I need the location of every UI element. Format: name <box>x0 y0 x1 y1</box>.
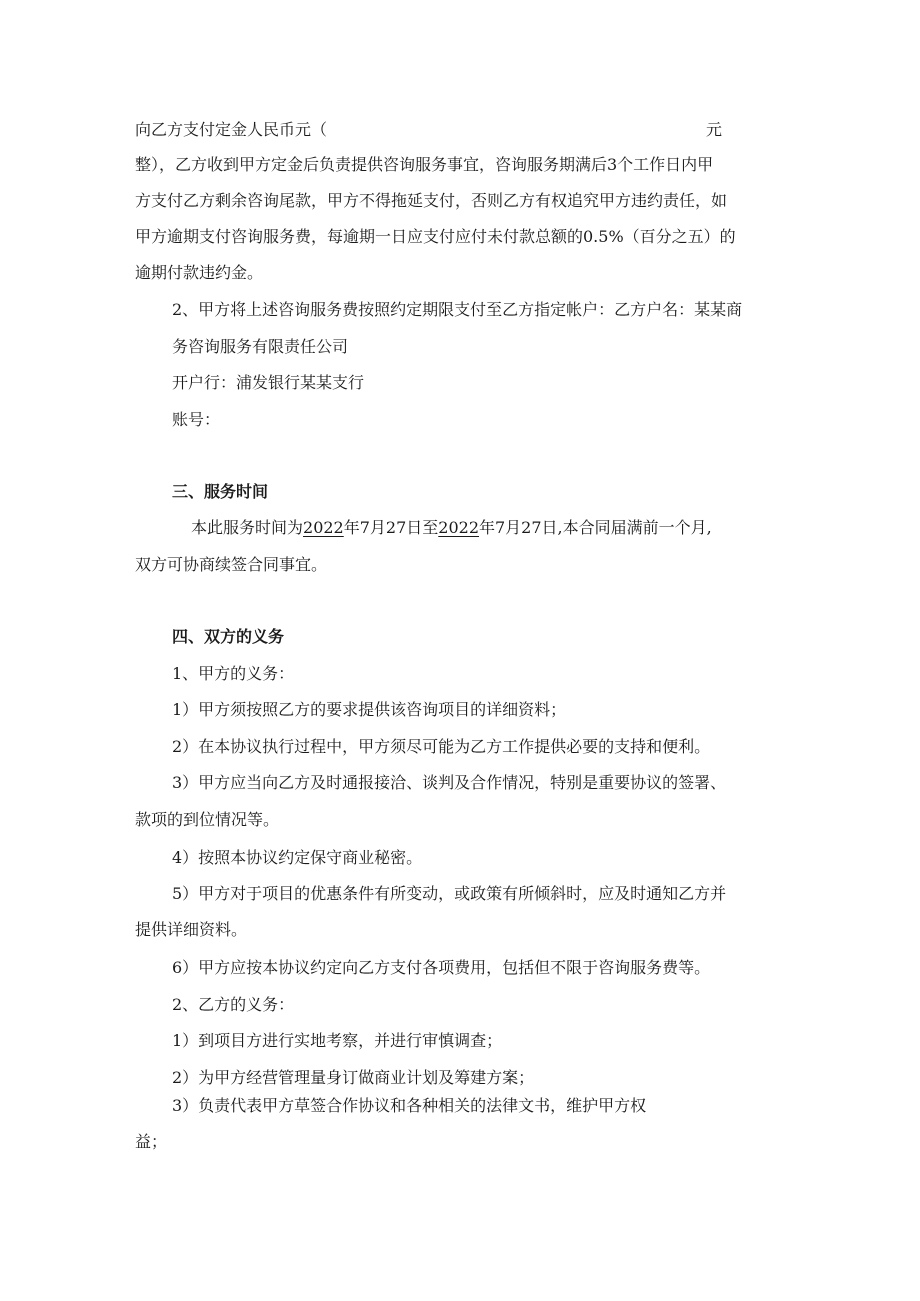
party-b-title: 2、乙方的义务： <box>172 995 295 1014</box>
party-b-item-2: 2）为甲方经营管理量身订做商业计划及筹建方案； <box>172 1068 535 1087</box>
service-time-line-2: 双方可协商续签合同事宜。 <box>135 555 328 574</box>
account-line: 账号： <box>172 410 221 429</box>
payment-unit: 元 <box>706 120 723 139</box>
party-a-item-5-line-2: 提供详细资料。 <box>135 920 248 939</box>
party-b-item-3-line-2: 益； <box>135 1132 168 1151</box>
section-heading-service-time: 三、服务时间 <box>172 482 269 501</box>
section-heading-obligations: 四、双方的义务 <box>172 627 285 646</box>
party-b-item-1: 1）到项目方进行实地考察，并进行审慎调查； <box>172 1031 503 1050</box>
service-time-text-a: 本此服务时间为 <box>191 518 304 537</box>
party-a-title: 1、甲方的义务： <box>172 664 295 683</box>
payment-line-2: 整），乙方收到甲方定金后负责提供咨询服务事宜，咨询服务期满后3个工作日内甲 <box>135 155 714 174</box>
bank-line: 开户行：浦发银行某某支行 <box>172 373 365 392</box>
payment-item-2-line-1: 2、甲方将上述咨询服务费按照约定期限支付至乙方指定帐户：乙方户名：某某商 <box>172 300 743 319</box>
payment-line-4: 甲方逾期支付咨询服务费，每逾期一日应支付应付未付款总额的0.5%（百分之五）的 <box>135 227 736 246</box>
payment-line-1: 向乙方支付定金人民币元（ <box>135 120 328 139</box>
start-year: 2022 <box>303 518 344 537</box>
service-time-text-b: 年7月27日至 <box>343 518 439 537</box>
service-time-text-c: 年7月27日,本合同届满前一个月, <box>479 518 712 537</box>
party-a-item-5-line-1: 5）甲方对于项目的优惠条件有所变动，或政策有所倾斜时，应及时通知乙方并 <box>172 884 727 903</box>
party-a-item-1: 1）甲方须按照乙方的要求提供该咨询项目的详细资料； <box>172 700 567 719</box>
party-a-item-3-line-2: 款项的到位情况等。 <box>135 810 280 829</box>
service-time-line-1 <box>191 518 712 538</box>
party-a-item-3-line-1: 3）甲方应当向乙方及时通报接洽、谈判及合作情况，特别是重要协议的签署、 <box>172 773 727 792</box>
party-a-item-2: 2）在本协议执行过程中，甲方须尽可能为乙方工作提供必要的支持和便利。 <box>172 737 711 756</box>
party-a-item-6: 6）甲方应按本协议约定向乙方支付各项费用，包括但不限于咨询服务费等。 <box>172 958 711 977</box>
payment-line-5: 逾期付款违约金。 <box>135 263 264 282</box>
party-b-item-3-line-1: 3）负责代表甲方草签合作协议和各种相关的法律文书，维护甲方权 <box>172 1096 647 1115</box>
payment-line-3: 方支付乙方剩余咨询尾款，甲方不得拖延支付，否则乙方有权追究甲方违约责任，如 <box>135 191 728 210</box>
end-year: 2022 <box>438 518 479 537</box>
payment-item-2-line-2: 务咨询服务有限责任公司 <box>172 337 349 356</box>
party-a-item-4: 4）按照本协议约定保守商业秘密。 <box>172 848 423 867</box>
